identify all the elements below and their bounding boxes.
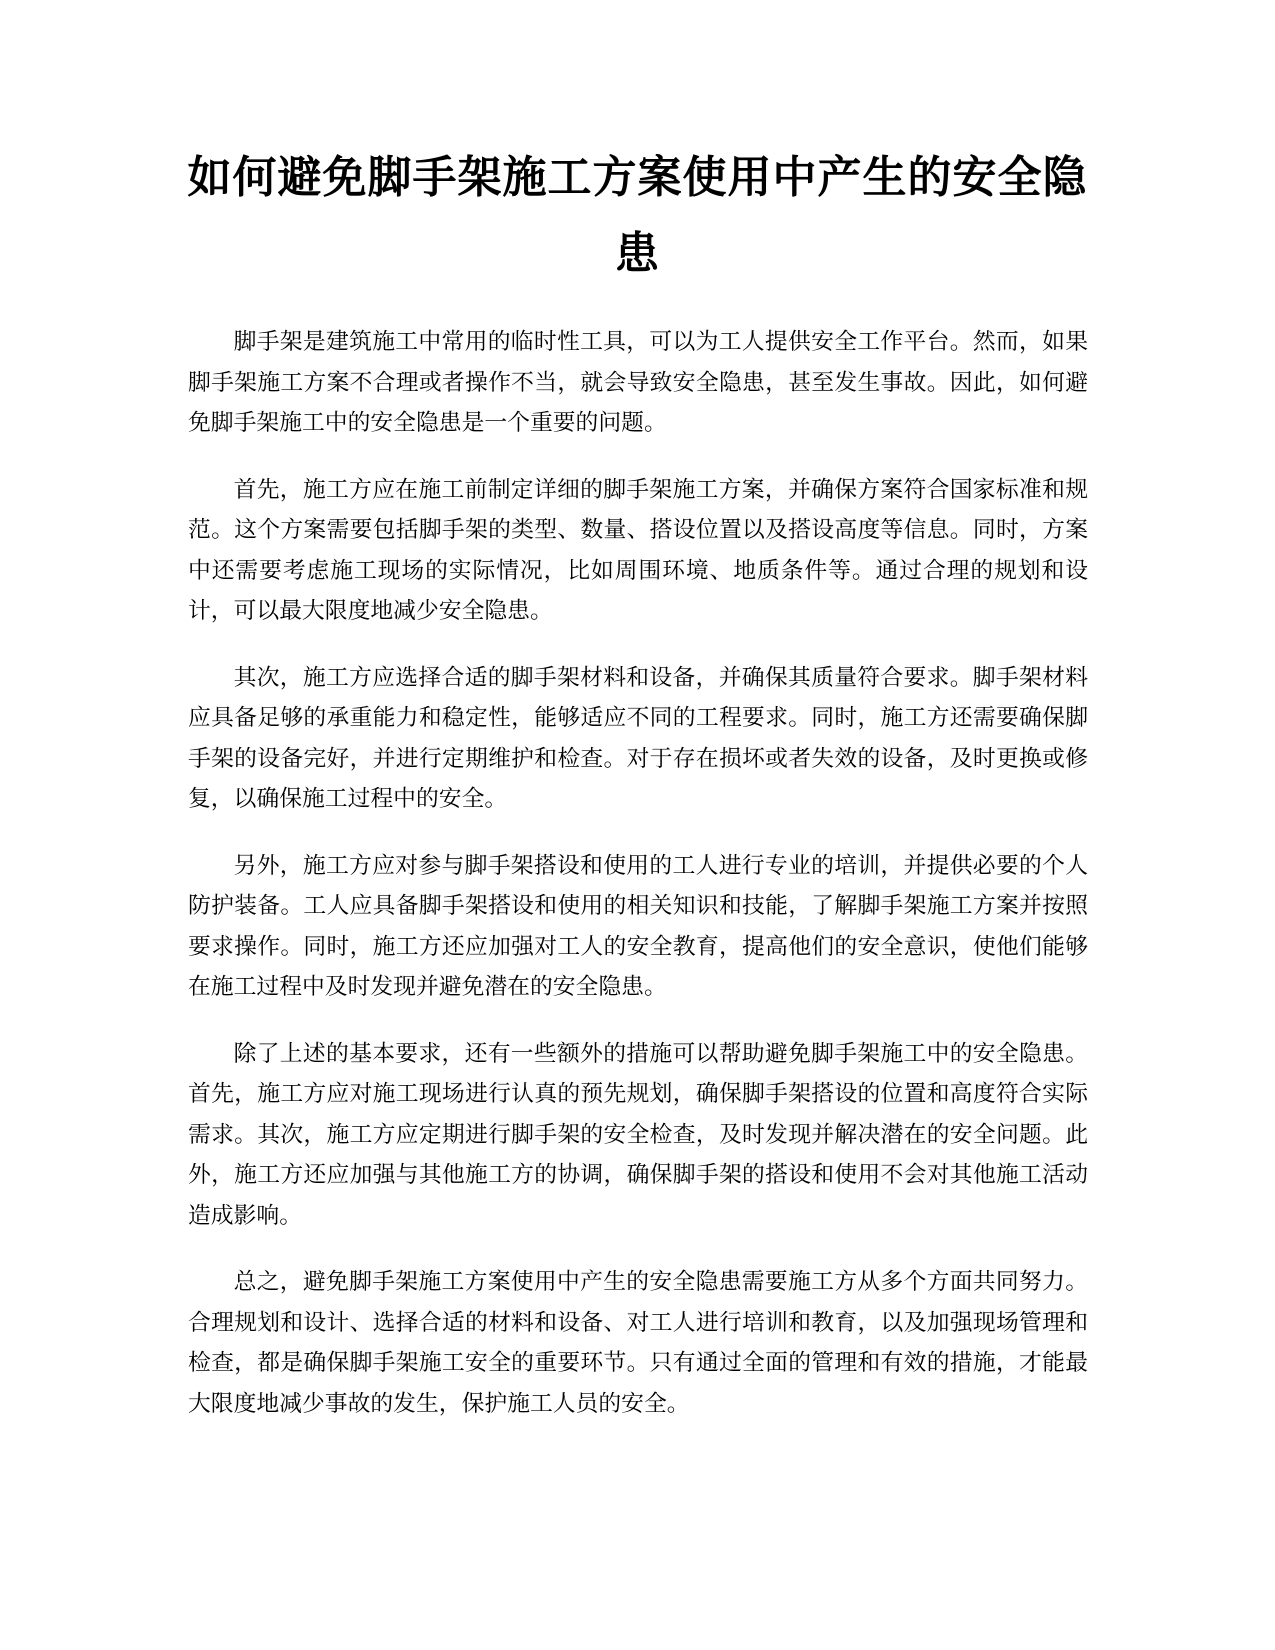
- paragraph-intro: 脚手架是建筑施工中常用的临时性工具，可以为工人提供安全工作平台。然而，如果脚手架施工方案不合理或者操作不当，就会导致安全隐患，甚至发生事故。因此，如何避免脚手架施工中的安全隐患是一个重要的问题。: [188, 329, 1088, 436]
- paragraph-conclusion: 总之，避免脚手架施工方案使用中产生的安全隐患需要施工方从多个方面共同努力。合理规划和设计、选择合适的材料和设备、对工人进行培训和教育，以及加强现场管理和检查，都是确保脚手架施工安全的重要环节。只有通过全面的管理和有效的措施，才能最大限度地减少事故的发生，保护施工人员的安全。: [188, 1269, 1088, 1417]
- document-body: [188, 322, 1088, 1450]
- paragraph-worker-training: 另外，施工方应对参与脚手架搭设和使用的工人进行专业的培训，并提供必要的个人防护装备。工人应具备脚手架搭设和使用的相关知识和技能，了解脚手架施工方案并按照要求操作。同时，施工方还应加强对工人的安全教育，提高他们的安全意识，使他们能够在施工过程中及时发现并避免潜在的安全隐患。: [188, 852, 1088, 1000]
- paragraph-materials-equipment: 其次，施工方应选择合适的脚手架材料和设备，并确保其质量符合要求。脚手架材料应具备足够的承重能力和稳定性，能够适应不同的工程要求。同时，施工方还需要确保脚手架的设备完好，并进行定期维护和检查。对于存在损坏或者失效的设备，及时更换或修复，以确保施工过程中的安全。: [188, 664, 1088, 812]
- paragraph-construction-plan: 首先，施工方应在施工前制定详细的脚手架施工方案，并确保方案符合国家标准和规范。这个方案需要包括脚手架的类型、数量、搭设位置以及搭设高度等信息。同时，方案中还需要考虑施工现场的实际情况，比如周围环境、地质条件等。通过合理的规划和设计，可以最大限度地减少安全隐患。: [188, 476, 1088, 624]
- document-title: 如何避免脚手架施工方案使用中产生的安全隐患: [187, 152, 1088, 279]
- paragraph-additional-measures: 除了上述的基本要求，还有一些额外的措施可以帮助避免脚手架施工中的安全隐患。首先，施工方应对施工现场进行认真的预先规划，确保脚手架搭设的位置和高度符合实际需求。其次，施工方应定期进行脚手架的安全检查，及时发现并解决潜在的安全问题。此外，施工方还应加强与其他施工方的协调，确保脚手架的搭设和使用不会对其他施工活动造成影响。: [188, 1040, 1088, 1229]
